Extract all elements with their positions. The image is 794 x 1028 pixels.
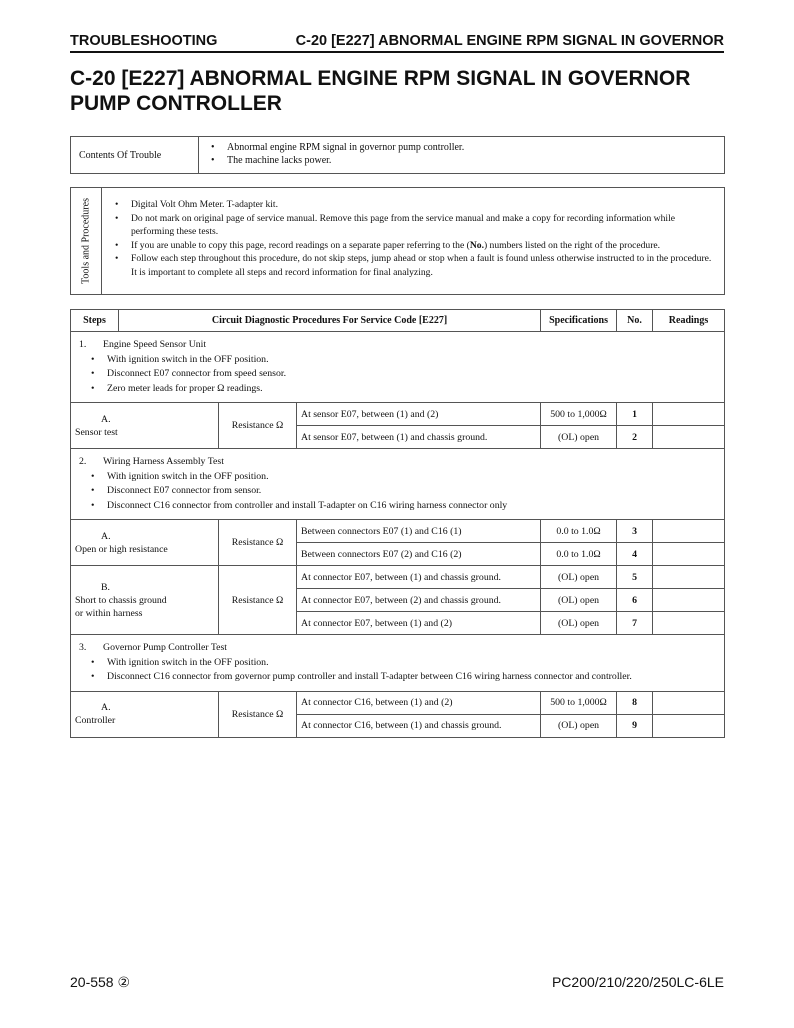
section-number: 2. xyxy=(79,456,87,467)
contents-of-trouble-list xyxy=(207,141,464,167)
trouble-item: • The machine lacks power. xyxy=(207,154,464,167)
reading-number: 8 xyxy=(617,691,653,714)
specification-cell: (OL) open xyxy=(541,714,617,737)
tools-item: • If you are unable to copy this page, record readings on a separate paper referring to the (No.) numbers listed on the right of the procedure. xyxy=(111,239,717,253)
reading-number: 7 xyxy=(617,612,653,635)
section-number: 1. xyxy=(79,339,87,350)
procedure-cell: At sensor E07, between (1) and chassis ground. xyxy=(297,426,541,449)
section-row xyxy=(71,332,725,403)
contents-of-trouble-label: Contents Of Trouble xyxy=(71,137,199,173)
header-topic: C-20 [E227] ABNORMAL ENGINE RPM SIGNAL IN GOVERNOR xyxy=(295,33,724,49)
tools-and-procedures-box xyxy=(70,187,725,295)
readings-cell xyxy=(653,714,725,737)
specification-cell: (OL) open xyxy=(541,612,617,635)
reading-number: 1 xyxy=(617,403,653,426)
section-title: Wiring Harness Assembly Test xyxy=(103,456,224,467)
reading-number: 9 xyxy=(617,714,653,737)
header-section: TROUBLESHOOTING xyxy=(70,33,218,49)
no-header: No. xyxy=(617,310,653,332)
step-letter: B. xyxy=(101,581,110,593)
tools-item: • Digital Volt Ohm Meter. T-adapter kit. xyxy=(111,198,717,212)
specification-cell: (OL) open xyxy=(541,426,617,449)
reading-number: 3 xyxy=(617,520,653,543)
step-cell xyxy=(71,566,219,635)
procedure-cell: At sensor E07, between (1) and (2) xyxy=(297,403,541,426)
table-row xyxy=(71,403,725,426)
specification-cell: 0.0 to 1.0Ω xyxy=(541,543,617,566)
section-bullets xyxy=(79,470,720,514)
step-letter: A. xyxy=(101,413,111,425)
readings-cell xyxy=(653,589,725,612)
running-header xyxy=(70,33,724,53)
readings-header: Readings xyxy=(653,310,725,332)
section-number: 3. xyxy=(79,642,87,653)
section-bullet: • Disconnect E07 connector from speed sensor. xyxy=(87,367,720,382)
tools-and-procedures-label xyxy=(71,188,102,294)
readings-cell xyxy=(653,543,725,566)
steps-header: Steps xyxy=(71,310,119,332)
step-name: Controller xyxy=(75,715,116,726)
section-title: Engine Speed Sensor Unit xyxy=(103,339,207,350)
section-heading xyxy=(79,338,720,353)
procedure-cell: At connector E07, between (1) and chassis ground. xyxy=(297,566,541,589)
section-heading xyxy=(79,641,720,656)
page-title xyxy=(70,66,730,116)
measurement-type: Resistance Ω xyxy=(219,520,297,566)
specification-cell: (OL) open xyxy=(541,566,617,589)
section-cell xyxy=(71,635,725,692)
procedure-cell: At connector E07, between (2) and chassis ground. xyxy=(297,589,541,612)
specifications-header: Specifications xyxy=(541,310,617,332)
section-bullet: • Disconnect C16 connector from controller and install T-adapter on C16 wiring harness connector only xyxy=(87,499,720,514)
section-cell xyxy=(71,332,725,403)
reading-number: 6 xyxy=(617,589,653,612)
step-letter: A. xyxy=(101,702,111,713)
table-body xyxy=(71,332,725,738)
table-row xyxy=(71,691,725,714)
measurement-type: Resistance Ω xyxy=(219,403,297,449)
trouble-item: • Abnormal engine RPM signal in governor pump controller. xyxy=(207,141,464,154)
section-row xyxy=(71,635,725,692)
tools-item: • Do not mark on original page of service manual. Remove this page from the service manual and make a copy for recording information while performing these tests. xyxy=(111,212,717,239)
step-name: Sensor test xyxy=(75,426,118,438)
step-letter: A. xyxy=(101,530,111,542)
procedure-cell: Between connectors E07 (2) and C16 (2) xyxy=(297,543,541,566)
table-header-row xyxy=(71,310,725,332)
reading-number: 4 xyxy=(617,543,653,566)
readings-cell xyxy=(653,691,725,714)
page-title-line-2: PUMP CONTROLLER xyxy=(70,92,282,115)
section-bullet: • Disconnect C16 connector from governor pump controller and install T-adapter between C16 wiring harness connector and controller. xyxy=(87,670,720,685)
tools-and-procedures-label-text: Tools and Procedures xyxy=(80,198,92,284)
step-cell xyxy=(71,403,219,449)
procedure-cell: Between connectors E07 (1) and C16 (1) xyxy=(297,520,541,543)
readings-cell xyxy=(653,426,725,449)
procedure-cell: At connector C16, between (1) and (2) xyxy=(297,691,541,714)
procedures-header: Circuit Diagnostic Procedures For Service Code [E227] xyxy=(119,310,541,332)
reading-number: 5 xyxy=(617,566,653,589)
measurement-type: Resistance Ω xyxy=(219,691,297,737)
step-cell xyxy=(71,520,219,566)
section-cell xyxy=(71,449,725,520)
readings-cell xyxy=(653,566,725,589)
section-row xyxy=(71,449,725,520)
step-name: Open or high resistance xyxy=(75,543,168,555)
section-bullet: • With ignition switch in the OFF position. xyxy=(87,470,720,485)
no-reference-emphasis: No. xyxy=(469,239,484,251)
procedure-cell: At connector E07, between (1) and (2) xyxy=(297,612,541,635)
section-bullet: • Disconnect E07 connector from sensor. xyxy=(87,484,720,499)
procedure-cell: At connector C16, between (1) and chassis ground. xyxy=(297,714,541,737)
step-cell xyxy=(71,691,219,737)
readings-cell xyxy=(653,520,725,543)
section-bullets xyxy=(79,656,720,685)
specification-cell: 0.0 to 1.0Ω xyxy=(541,520,617,543)
step-name: Short to chassis ground or within harness xyxy=(75,594,167,619)
table-row xyxy=(71,566,725,589)
section-bullet: • Zero meter leads for proper Ω readings. xyxy=(87,382,720,397)
specification-cell: 500 to 1,000Ω xyxy=(541,691,617,714)
section-bullet: • With ignition switch in the OFF position. xyxy=(87,353,720,368)
section-bullet: • With ignition switch in the OFF position. xyxy=(87,656,720,671)
tools-list xyxy=(111,198,717,279)
section-bullets xyxy=(79,353,720,397)
readings-cell xyxy=(653,612,725,635)
tools-item: • Follow each step throughout this procedure, do not skip steps, jump ahead or stop when a fault is found unless otherwise instructed to in the procedure. It is important to complete all steps and record information for final analyzing. xyxy=(111,252,717,279)
model-number: PC200/210/220/250LC-6LE xyxy=(551,974,724,990)
specification-cell: 500 to 1,000Ω xyxy=(541,403,617,426)
specification-cell: (OL) open xyxy=(541,589,617,612)
table-row xyxy=(71,520,725,543)
measurement-type: Resistance Ω xyxy=(219,566,297,635)
page-number: 20-558 ② xyxy=(70,974,131,990)
page-title-line-1: C-20 [E227] ABNORMAL ENGINE RPM SIGNAL IN GOVERNOR xyxy=(70,67,691,90)
section-heading xyxy=(79,455,720,470)
section-title: Governor Pump Controller Test xyxy=(103,642,228,653)
readings-cell xyxy=(653,403,725,426)
diagnostic-procedure-table xyxy=(70,309,725,738)
contents-of-trouble-box xyxy=(70,136,725,174)
reading-number: 2 xyxy=(617,426,653,449)
